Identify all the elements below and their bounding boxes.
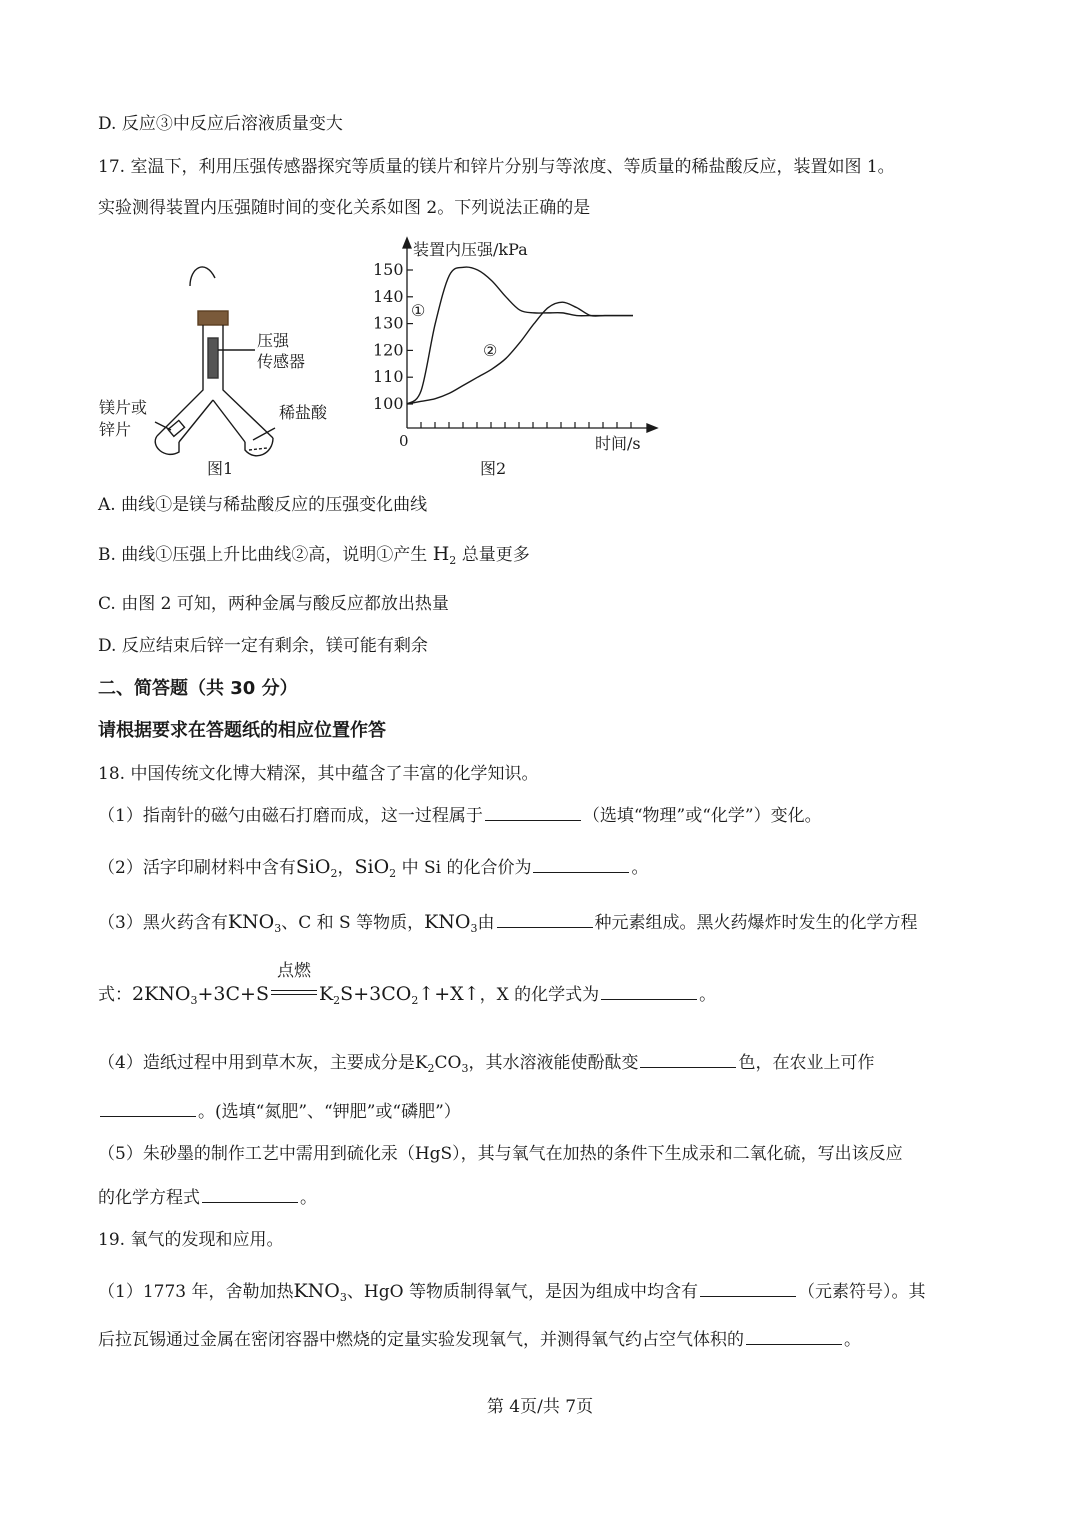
q19-1-kno3: KNO	[293, 1280, 340, 1302]
y-tick-label: 100	[373, 394, 404, 413]
figure2-ylabel: 装置内压强/kPa	[413, 240, 528, 259]
q18-4-text-d: 。(选填“氮肥”、“钾肥”或“磷肥”）	[198, 1102, 461, 1122]
question-18-3	[98, 911, 918, 935]
series-line-1	[407, 267, 633, 404]
answer-blank[interactable]	[640, 1066, 736, 1068]
q18-2-end: 。	[631, 858, 649, 878]
q19-2-end: 。	[844, 1330, 861, 1350]
figure1-label-sensor-1: 压强	[257, 331, 290, 350]
q18-4-text-b: ，其水溶液能使酚酞变	[468, 1053, 639, 1073]
option-17b-text2: 总量更多	[461, 545, 530, 565]
eq-right: S+3CO	[340, 983, 412, 1005]
figure1-caption: 图1	[207, 459, 234, 478]
q18-5-text-b: 的化学方程式	[98, 1188, 200, 1208]
q18-2-text-b: 中 Si 的化合价为	[401, 858, 532, 878]
y-tick-label: 130	[373, 313, 404, 333]
option-17a: A. 曲线①是镁与稀盐酸反应的压强变化曲线	[98, 495, 428, 515]
option-17b	[98, 543, 530, 567]
figure1-label-sensor-2: 传感器	[257, 352, 306, 371]
y-tick-label: 140	[373, 286, 404, 306]
option-17b-h: H	[432, 543, 450, 565]
q18-5-end: 。	[300, 1188, 317, 1208]
q18-1-text-b: （选填“物理”或“化学”）变化。	[582, 806, 822, 826]
answer-blank[interactable]	[533, 871, 629, 873]
question-18-3-equation	[98, 961, 717, 1007]
sub-2: 2	[411, 994, 419, 1007]
sub-3: 3	[470, 922, 478, 935]
sub-2: 2	[427, 1062, 435, 1075]
q18-4-co: CO	[434, 1053, 462, 1073]
series-line-2	[407, 302, 633, 404]
q18-3-text-c: 由	[477, 913, 495, 933]
q19-1-text-c: （元素符号）。其	[797, 1282, 926, 1302]
eq-condition-text: 点燃	[276, 961, 311, 981]
q18-4-k: K	[414, 1053, 428, 1073]
eq-post: ，X 的化学式为	[479, 985, 600, 1005]
eq-double-line	[271, 990, 317, 995]
q18-2-comma: ，	[337, 858, 355, 878]
option-16d: D. 反应③中反应后溶液质量变大	[98, 114, 343, 134]
q18-4-text-c: 色，在农业上可作	[738, 1053, 875, 1073]
answer-blank[interactable]	[746, 1343, 842, 1345]
y-tick-label: 120	[373, 340, 404, 360]
option-17b-text1: B. 曲线①压强上升比曲线②高，说明①产生	[98, 545, 428, 565]
answer-blank[interactable]	[497, 926, 593, 928]
y-tick-label: 110	[373, 367, 404, 387]
answer-blank[interactable]	[601, 998, 697, 1000]
figure2-curve2-label: ②	[483, 341, 498, 360]
sub-2: 2	[330, 867, 338, 880]
answer-blank[interactable]	[100, 1115, 196, 1117]
question-18: 18. 中国传统文化博大精深，其中蕴含了丰富的化学知识。	[98, 764, 539, 784]
question-17-line1: 17. 室温下，利用压强传感器探究等质量的镁片和锌片分别与等浓度、等质量的稀盐酸反应，装置如图 1。	[98, 157, 895, 177]
eq-prefix: 式：	[98, 985, 132, 1005]
sub-3: 3	[339, 1291, 347, 1304]
question-17-line2: 实验测得装置内压强随时间的变化关系如图 2。下列说法正确的是	[98, 198, 591, 218]
gas-arrow-icon: ↑	[463, 983, 480, 1005]
answer-blank[interactable]	[700, 1295, 796, 1297]
sub-3: 3	[274, 922, 282, 935]
figure2-curve1-label: ①	[411, 301, 426, 320]
figure1-label-metal-2: 锌片	[99, 420, 132, 439]
sub-3: 3	[461, 1062, 469, 1075]
eq-x: +X	[434, 983, 464, 1005]
q18-3-text-b: 、C 和 S 等物质，	[281, 913, 425, 933]
q18-2-sio2-a: SiO	[295, 856, 331, 878]
q18-3-kno3-b: KNO	[424, 911, 471, 933]
sub-2: 2	[389, 867, 397, 880]
question-19-1	[98, 1280, 925, 1304]
question-18-2	[98, 856, 648, 880]
figure1-label-metal-1: 镁片或	[99, 398, 148, 417]
q18-4-text-a: （4）造纸过程中用到草木灰，主要成分是	[98, 1053, 415, 1073]
option-17b-sub: 2	[449, 554, 457, 567]
q18-2-sio2-b: SiO	[354, 856, 390, 878]
question-19-1-cont	[98, 1330, 861, 1350]
question-18-5: （5）朱砂墨的制作工艺中需用到硫化汞（HgS），其与氧气在加热的条件下生成汞和二氧化硫，写出该反应	[98, 1144, 903, 1164]
sub-3: 3	[190, 994, 198, 1007]
eq-condition	[269, 961, 319, 1005]
figures-area	[95, 228, 695, 488]
q19-1-text-b: 、HgO 等物质制得氧气，是因为组成中均含有	[346, 1282, 698, 1302]
q19-2-text-a: 后拉瓦锡通过金属在密闭容器中燃烧的定量实验发现氧气，并测得氧气约占空气体积的	[98, 1330, 744, 1350]
y-tick-label: 150	[373, 260, 404, 279]
answer-blank[interactable]	[202, 1201, 298, 1203]
answer-blank[interactable]	[485, 819, 581, 821]
q18-3-kno3-a: KNO	[227, 911, 275, 933]
section-2-note: 请根据要求在答题纸的相应位置作答	[98, 720, 386, 741]
question-18-4-cont	[98, 1102, 461, 1122]
figure2-x-ticks	[421, 422, 631, 428]
eq-left-rest: +3C+S	[197, 983, 269, 1005]
q18-2-text-a: （2）活字印刷材料中含有	[98, 858, 296, 878]
eq-k: K	[318, 983, 334, 1005]
q19-1-text-a: （1）1773 年，舍勒加热	[98, 1282, 294, 1302]
figure1-label-acid: 稀盐酸	[279, 403, 328, 422]
figure2-axes	[403, 238, 657, 432]
question-18-5-cont	[98, 1188, 317, 1208]
question-19: 19. 氧气的发现和应用。	[98, 1230, 284, 1250]
eq-left-kno3: 2KNO	[132, 983, 191, 1005]
q18-3-text-a: （3）黑火药含有	[98, 913, 228, 933]
sub-2: 2	[333, 994, 341, 1007]
gas-arrow-icon: ↑	[418, 983, 435, 1005]
figure2-xlabel: 时间/s	[595, 434, 641, 453]
eq-end: 。	[699, 985, 717, 1005]
figure2-origin: 0	[399, 432, 409, 450]
q18-1-text-a: （1）指南针的磁勺由磁石打磨而成，这一过程属于	[98, 806, 483, 826]
page-footer: 第 4页/共 7页	[486, 1397, 594, 1417]
question-18-1	[98, 806, 822, 826]
question-18-4	[98, 1053, 874, 1075]
q18-3-text-d: 种元素组成。黑火药爆炸时发生的化学方程	[594, 913, 918, 933]
figure2-caption: 图2	[480, 459, 507, 478]
section-2-heading: 二、简答题（共 30 分）	[98, 678, 298, 699]
figure2-curves	[407, 267, 633, 404]
option-17d: D. 反应结束后锌一定有剩余，镁可能有剩余	[98, 636, 428, 656]
option-17c: C. 由图 2 可知，两种金属与酸反应都放出热量	[98, 594, 449, 614]
